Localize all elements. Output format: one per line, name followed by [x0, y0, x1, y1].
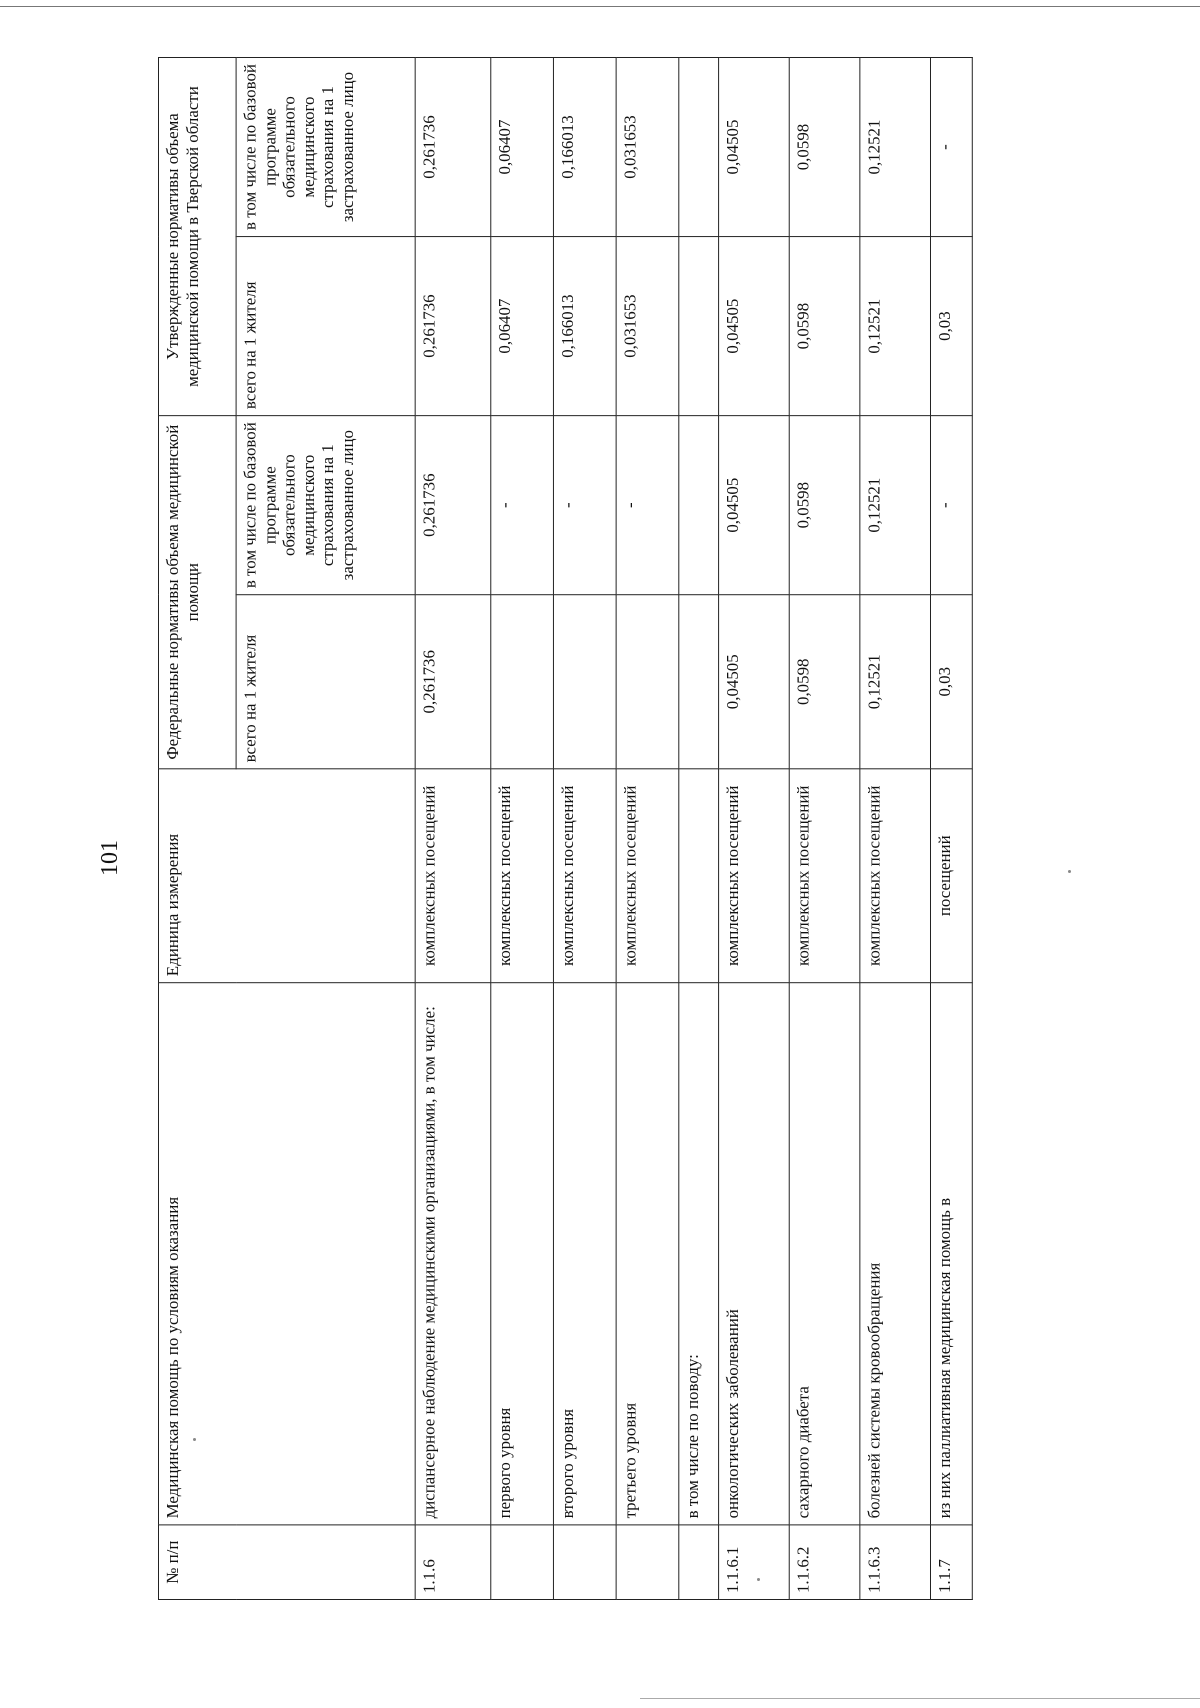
row-name: второго уровня: [553, 983, 616, 1525]
header-unit: Единица измерения: [158, 769, 415, 983]
row-number: [491, 1525, 554, 1600]
row-unit: комплексных посещений: [789, 769, 860, 983]
row-name: первого уровня: [491, 983, 554, 1525]
row-name: болезней системы кровообращения: [860, 983, 931, 1525]
row-unit: посещений: [930, 769, 972, 983]
row-tver-total: 0,261736: [415, 237, 491, 416]
row-name: онкологических заболеваний: [719, 983, 790, 1525]
table-row: [415, 57, 491, 1599]
row-number: [553, 1525, 616, 1600]
row-fed-oms: -: [616, 416, 679, 595]
header-tver-per-resident: всего на 1 жителя: [236, 237, 415, 416]
table-row: [679, 57, 719, 1599]
row-unit: [679, 769, 719, 983]
table-row: [553, 57, 616, 1599]
row-unit: комплексных посещений: [616, 769, 679, 983]
header-tver: Утвержденные нормативы объема медицинской помощи в Тверской области: [158, 57, 236, 415]
row-tver-total: 0,03: [930, 237, 972, 416]
norms-table-container: [158, 57, 973, 1600]
row-tver-total: [679, 237, 719, 416]
table-row: [719, 57, 790, 1599]
row-fed-total: 0,03: [930, 595, 972, 769]
row-tver-oms: 0,04505: [719, 57, 790, 236]
row-name: диспансерное наблюдение медицинскими организациями, в том числе:: [415, 983, 491, 1525]
header-tver-per-insured: в том числе по базовой программе обязательного медицинского страхования на 1 застрахованное лицо: [236, 57, 415, 236]
header-num: № п/п: [158, 1525, 415, 1600]
row-fed-oms: 0,0598: [789, 416, 860, 595]
scan-edge-bottom: [640, 1698, 1200, 1699]
row-name: сахарного диабета: [789, 983, 860, 1525]
row-fed-total: 0,0598: [789, 595, 860, 769]
header-federal-per-insured: в том числе по базовой программе обязательного медицинского страхования на 1 застрахованное лицо: [236, 416, 415, 595]
row-fed-oms: -: [930, 416, 972, 595]
row-fed-total: [553, 595, 616, 769]
row-tver-oms: 0,06407: [491, 57, 554, 236]
row-number: [616, 1525, 679, 1600]
row-tver-total: 0,06407: [491, 237, 554, 416]
table-row: [616, 57, 679, 1599]
row-fed-oms: -: [491, 416, 554, 595]
row-fed-total: [491, 595, 554, 769]
row-tver-oms: 0,0598: [789, 57, 860, 236]
row-tver-oms: 0,12521: [860, 57, 931, 236]
row-number: 1.1.6: [415, 1525, 491, 1600]
table-row: [930, 57, 972, 1599]
row-name: третьего уровня: [616, 983, 679, 1525]
norms-table: [158, 57, 973, 1600]
row-tver-oms: 0,261736: [415, 57, 491, 236]
row-number: [679, 1525, 719, 1600]
row-unit: комплексных посещений: [719, 769, 790, 983]
table-row: [491, 57, 554, 1599]
row-unit: комплексных посещений: [860, 769, 931, 983]
row-tver-oms: 0,166013: [553, 57, 616, 236]
row-number: 1.1.6.2: [789, 1525, 860, 1600]
row-tver-total: 0,031653: [616, 237, 679, 416]
header-care: Медицинская помощь по условиям оказания: [158, 983, 415, 1525]
row-tver-total: 0,04505: [719, 237, 790, 416]
row-fed-total: 0,12521: [860, 595, 931, 769]
row-unit: комплексных посещений: [415, 769, 491, 983]
row-fed-total: [616, 595, 679, 769]
row-fed-total: 0,04505: [719, 595, 790, 769]
row-fed-oms: 0,04505: [719, 416, 790, 595]
row-unit: комплексных посещений: [491, 769, 554, 983]
row-fed-oms: 0,12521: [860, 416, 931, 595]
row-tver-total: 0,0598: [789, 237, 860, 416]
scan-edge-top: [0, 0, 1200, 7]
row-number: 1.1.7: [930, 1525, 972, 1600]
row-tver-oms: -: [930, 57, 972, 236]
scan-speck: [757, 1578, 760, 1581]
row-number: 1.1.6.1: [719, 1525, 790, 1600]
row-name: из них паллиативная медицинская помощь в: [930, 983, 972, 1525]
table-row: [860, 57, 931, 1599]
header-federal-per-resident: всего на 1 жителя: [236, 595, 415, 769]
row-tver-total: 0,166013: [553, 237, 616, 416]
row-fed-oms: 0,261736: [415, 416, 491, 595]
scan-speck: [193, 1438, 196, 1441]
row-tver-total: 0,12521: [860, 237, 931, 416]
row-fed-total: [679, 595, 719, 769]
scan-speck: [1068, 870, 1071, 873]
row-name: в том числе по поводу:: [679, 983, 719, 1525]
page-number: 101: [97, 840, 123, 876]
row-tver-oms: [679, 57, 719, 236]
row-fed-oms: -: [553, 416, 616, 595]
header-federal: Федеральные нормативы объема медицинской помощи: [158, 416, 236, 769]
row-fed-total: 0,261736: [415, 595, 491, 769]
row-tver-oms: 0,031653: [616, 57, 679, 236]
row-number: 1.1.6.3: [860, 1525, 931, 1600]
row-fed-oms: [679, 416, 719, 595]
row-unit: комплексных посещений: [553, 769, 616, 983]
table-row: [789, 57, 860, 1599]
